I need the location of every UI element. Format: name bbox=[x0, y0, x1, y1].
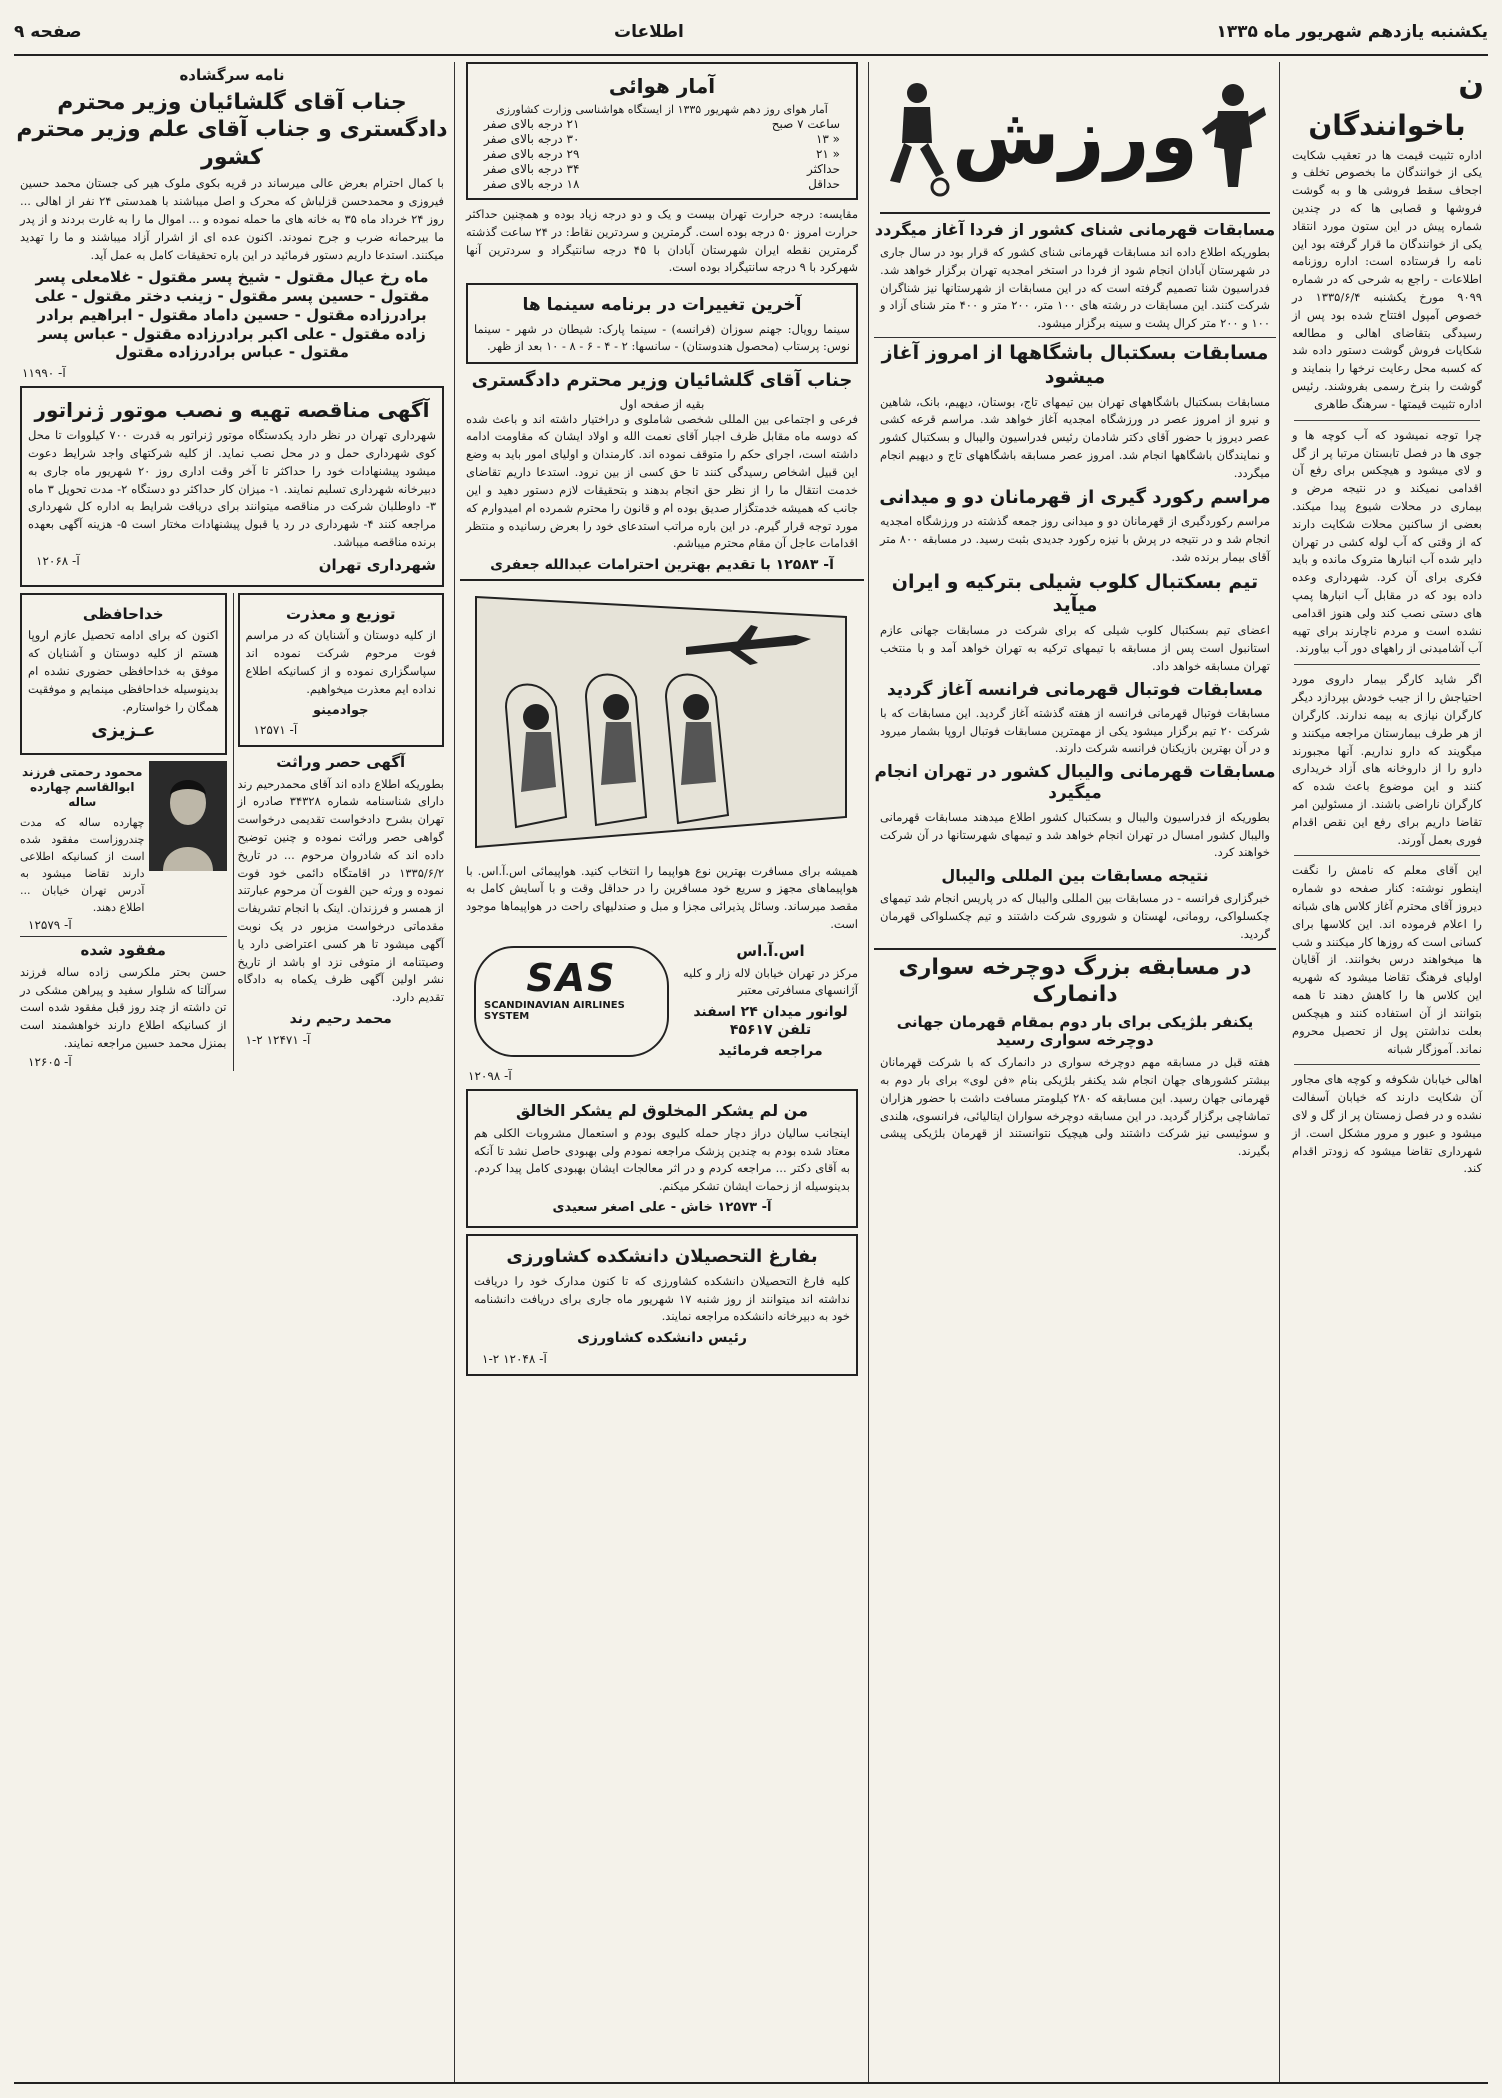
sports-headline-swim: مسابقات قهرمانی شنای کشور از فردا آغاز میگردد bbox=[874, 220, 1276, 239]
column-rule bbox=[868, 62, 869, 2082]
divider bbox=[1294, 664, 1480, 665]
readers-letter-4: این آقای معلم که نامش را نگفت اینطور نوشته: کنار صفحه دو شماره دیروز آقای محترم آغاز کلاس های شبانه را اعلام فرموده اند. این کلاسها برای کسانی است که روزها کار میکنند و شب ها میخواهند درس بخوانند. از آقایان اولیای فرهنگ تقاضا میشود که شهریه این کلاس ها را کاهش دهند تا همه بتوانند از آن استفاده کنند و هیچکس بعلت نداشتن پول از تحصیل محروم نماند. آموزگار شبانه bbox=[1292, 863, 1482, 1056]
inheritance-ref: آ- ۱۲۴۷۱ ۲-۱ bbox=[245, 1032, 311, 1047]
missing-person bbox=[20, 761, 227, 916]
missing-person-info bbox=[20, 761, 145, 916]
paper-name: اطلاعات bbox=[614, 22, 684, 42]
sports-text-football: مسابقات فوتبال قهرمانی فرانسه از هفته گذشته آغاز گردید. این مسابقات که با شرکت ۲۰ تیم برگزار میشود یکی از مهمترین مسابقات فوتبال اروپا بشمار میرود و در آن بهترین بازیکنان فرانسه شرکت دارند. bbox=[880, 705, 1270, 756]
airline-ad-text: همیشه برای مسافرت بهترین نوع هواپیما را انتخاب کنید. هواپیمائی اس.آ.اس. با هواپیماهای مجهز و سریع خود مسافرین را در حداقل وقت و با آسایش کامل به مقصد میرساند. وسائل پذیرائی مجزا و مبل و صندلیهای راحت در هواپیماها موجود است. bbox=[466, 863, 858, 932]
weather-row: حداقل ۱۸ درجه بالای صفر bbox=[484, 177, 840, 191]
open-letter-text: با کمال احترام بعرض عالی میرساند در قریه بکوی ملوک هیر کی جستان محمد حسین فیروزی و محمدحسن قزلباش که محرک و اصل میباشند با همدستی ۲۴ نفر از اهالی ... روز ۲۴ خرداد ماه ۳۵ به خانه های ما حمله نموده و ... اموال ما را به غارت بردند و از پدر ما بیرحمانه ضرب و جرح نمودند. اکنون عده ای از اشرار آزاد میباشند و ما را تهدید میکنند. استدعا داریم دستور فرمائید در این باره تحقیقات کامل به عمل آید. bbox=[20, 176, 444, 262]
sports-banner bbox=[880, 62, 1270, 214]
farewell-text: اکنون که برای ادامه تحصیل عازم اروپا هستم از کلیه دوستان و آشنایان که موفق به خداحافظی حضوری نشده ام بدینوسیله خداحافظی مینمایم و موفقیت همگان را خواستارم. bbox=[28, 628, 219, 714]
sports-text-intl-volleyball: خبرگزاری فرانسه - در مسابقات بین المللی والیبال که در پاریس انجام شد تیمهای چکسلواکی، رومانی، لهستان و شوروی شرکت داشتند و تیم چکسلواکی قهرمان گردید. bbox=[880, 891, 1270, 941]
airline-ad-ref: آ- ۱۲۰۹۸ bbox=[468, 1068, 512, 1083]
boxer-icon bbox=[1198, 77, 1268, 197]
sports-text-basketball: مسابقات بسکتبال باشگاههای تهران بین تیمهای تاج، بوستان، دیهیم، بانک، شاهین و نیرو از امروز عصر در ورزشگاه امجدیه آغاز خواهد شد. مراسم قرعه کشی عصر دیروز با حضور آقای دکتر شادمان رئیس فدراسیون والیبال و بسکتبال کشور و نمایندگان باشگاهها انجام شد. امروز عصر مسابقه باشگاههای تاج و دیهیم انجام میگردد. bbox=[880, 394, 1270, 480]
weather-row: حداکثر ۳۴ درجه بالای صفر bbox=[484, 162, 840, 176]
open-letter-label: نامه سرگشاده bbox=[179, 66, 285, 84]
page-number: صفحه ۹ bbox=[14, 22, 82, 42]
article-continued: بقیه از صفحه اول bbox=[619, 396, 705, 411]
tender-title: آگهی مناقصه تهیه و نصب موتور ژنراتور bbox=[34, 398, 430, 423]
airline-ad-illustration bbox=[466, 587, 858, 857]
weather-box bbox=[466, 62, 858, 200]
small-ads-row bbox=[20, 593, 444, 1071]
footballer-icon bbox=[882, 77, 952, 197]
divider bbox=[1294, 1064, 1480, 1065]
tender-box bbox=[20, 386, 444, 586]
weather-note: مقایسه: درجه حرارت تهران بیست و یک و دو درجه زیاد بوده و همچنین حداکثر حرارت امروز ۵۰ درجه بوده است. گرمترین و سردترین نقاط: در ۲۴ ساعت گذشته گرمترین نقطه ایران شهرستان آبادان با ۴۵ درجه سانتیگراد و سردترین آنها شهرکرد با ۹ درجه سانتیگراد بوده است. bbox=[466, 207, 858, 275]
clinic-signature: آ- ۱۲۵۷۳ خاش - علی اصغر سعیدی bbox=[552, 1200, 772, 1215]
column-rule bbox=[1279, 62, 1280, 2082]
sports-headline-basketball: مسابقات بسکتبال باشگاهها از امروز آغاز میشود bbox=[874, 337, 1276, 390]
article-signature: آ- ۱۲۵۸۳ با تقدیم بهترین احترامات عبدالله جعفری bbox=[460, 557, 864, 581]
open-letter-ref: آ- ۱۱۹۹۰ bbox=[22, 366, 66, 381]
weather-row: ساعت ۷ صبح ۲۱ درجه بالای صفر bbox=[484, 117, 840, 131]
farewell-signature: عـزیزی bbox=[91, 720, 156, 742]
agriculture-box bbox=[466, 1234, 858, 1375]
distribution-ref: آ- ۱۲۵۷۱ bbox=[253, 722, 298, 737]
weather-subtitle: آمار هوای روز دهم شهریور ۱۳۳۵ از ایستگاه هواشناسی وزارت کشاورزی bbox=[496, 103, 828, 116]
lost-title: مفقود شده bbox=[20, 936, 227, 960]
airline-phone: لوانور میدان ۲۴ اسفند تلفن ۴۵۶۱۷ bbox=[693, 1004, 848, 1038]
sports-headline-cycling: در مسابقه بزرگ دوچرخه سواری دانمارک bbox=[874, 948, 1276, 1009]
middle-column bbox=[460, 62, 864, 2082]
cinema-box bbox=[466, 283, 858, 364]
agriculture-ref: آ- ۱۲۰۴۸ ۲-۱ bbox=[482, 1351, 547, 1366]
inheritance-signature: محمد رحیم رند bbox=[289, 1011, 392, 1028]
readers-title: باخوانندگان bbox=[1308, 108, 1466, 142]
weather-row: « ۱۳ ۳۰ درجه بالای صفر bbox=[484, 132, 840, 146]
small-ads-left bbox=[20, 593, 227, 1071]
tender-text: شهرداری تهران در نظر دارد یکدستگاه موتور ژنراتور به قدرت ۷۰۰ کیلووات تا محل کوی شهرداری حمل و در محل نصب نماید. از کلیه شرکتهای واجد شرایط دعوت میشود پیشنهادات خود را حداکثر تا آخر وقت اداری روز ۲۰ شهریور ماه جاری به دبیرخانه شهرداری تسلیم نمایند. ۱- میزان کار حداکثر دو دستگاه ۲- مدت تحویل ۳ ماه ۳- داوطلبان شرکت در مناقصه میتوانند برای دریافت شرایط به اداره کل شهرداری مراجعه کنند ۴- شهرداری در رد یا قبول پیشنهادات مختار است ۵- هزینه آگهی بعهده برنده مناقصه میباشد. bbox=[28, 428, 437, 549]
tender-signature: شهرداری تهران bbox=[318, 555, 436, 574]
cinema-title: آخرین تغییرات در برنامه سینما ها bbox=[522, 295, 802, 316]
agriculture-title: بفارغ التحصیلان دانشکده کشاورزی bbox=[506, 1246, 818, 1268]
inheritance-title: آگهی حصر وراثت bbox=[276, 752, 406, 771]
sports-headline-athletics: مراسم رکورد گیری از قهرمانان دو و میدانی bbox=[879, 486, 1271, 508]
footer-rule bbox=[14, 2082, 1488, 2084]
agriculture-text: کلیه فارغ التحصیلان دانشکده کشاورزی که تا کنون مدارک خود را دریافت نداشته اند میتوانند از روز شنبه ۱۷ شهریور ماه جاری برای دریافت دانشنامه خود به دبیرخانه دانشکده مراجعه نمایند. bbox=[474, 1273, 850, 1324]
sports-title: ورزش bbox=[952, 92, 1198, 182]
readers-column bbox=[1286, 62, 1488, 2082]
airline-ad-footer bbox=[466, 938, 858, 1065]
sports-text-athletics: مراسم رکوردگیری از قهرمانان دو و میدانی روز جمعه گذشته در ورزشگاه امجدیه انجام شد و در نتیجه در پرش با نیزه رکورد جدیدی بثبت رسید. در مسابقه ۸۰۰ متر آقای بیمار برنده شد. bbox=[880, 514, 1270, 564]
sports-headline-intl-volleyball: نتیجه مسابقات بین المللی والیبال bbox=[941, 866, 1209, 886]
newspaper-page bbox=[14, 10, 1488, 2088]
distribution-title: توزیع و معذرت bbox=[286, 604, 396, 623]
sports-headline-chile: تیم بسکتبال کلوب شیلی بترکیه و ایران میآید bbox=[891, 570, 1259, 617]
readers-letter-2: چرا توجه نمیشود که آب کوچه ها و جوی ها در فصل تابستان مرتبا پر از گل و لای میشود و هیچکس برای رفع آن اقدامی نمیکند و در نتیجه مرض و بیماری در محلات شیوع پیدا میکند. بعضی از ساکنین محلات شکایت دارند که از وقتی که آب لوله کشی در تهران دایر شده آب انبارها متروک مانده و باید فکری برای آن کرد. شهرداری وعده داده بود که در مقابل آب انبارها پمپ های دستی نصب کند ولی هنوز اقدامی نشده است و مردم ناچارند برای تهیه آب آشامیدنی از راههای دور آب بیاورند. bbox=[1292, 427, 1482, 656]
lost-text: حسن بحتر ملکرسی زاده ساله فرزند سرآلتا که شلوار سفید و پیراهن مشکی در تن داشته از چند روز قبل مفقود شده است از کسانیکه اطلاع دارند خواهشمند است بمنزل محمد حسین مراجعه نمایند. bbox=[20, 964, 227, 1051]
sports-headline-volleyball: مسابقات قهرمانی والیبال کشور در تهران انجام میگیرد bbox=[874, 762, 1276, 804]
readers-letter-3: اگر شاید کارگر بیمار داروی مورد احتیاجش را از جیب خودش بپردازد دیگر کارگران نیازی به بیمه ندارند. کارگران از هر طرف بیمارستان مراجعه میکنند و میگویند که دارو نداریم. آنها مجبورند دارو را از داروخانه های آزاد خریداری کنند و این موضوع باعث شده که کارگران ناراضی باشند. از مسئولین امر تقاضا داریم برای رفع این نقص اقدام فوری بعمل آورند. bbox=[1292, 672, 1482, 847]
readers-letter-5: اهالی خیابان شکوفه و کوچه های مجاور آن شکایت دارند که خیابان آسفالت نشده و در فصل زمستان پر از گل و لای میشود و عبور و مرور مشکل است. از شهرداری تقاضا میشود که زودتر اقدام کند. bbox=[1292, 1072, 1482, 1176]
clinic-title: من لم یشکر المخلوق لم یشکر الخالق bbox=[515, 1100, 808, 1120]
sports-text-swim: بطوریکه اطلاع داده اند مسابقات قهرمانی شنای کشور که قرار بود در سال جاری در شهرستان آبادان انجام شود از فردا در استخر امجدیه تهران برگزار خواهد شد. فدراسیون شنا تصمیم گرفته است که در این مسابقات از شهرستانها نیز شناگران شرکت کنند. این مسابقات در رشته های ۱۰۰ متر، ۲۰۰ متر و ۴۰۰ متر شنای آزاد و ۱۰۰ و ۲۰۰ متر کرال پشت و سینه برگزار میشود. bbox=[880, 245, 1271, 331]
distribution-box bbox=[238, 593, 445, 747]
portrait-icon bbox=[149, 761, 227, 871]
sports-headline-football: مسابقات فوتبال قهرمانی فرانسه آغاز گردید bbox=[886, 679, 1264, 700]
airline-ad-contact bbox=[683, 938, 858, 1065]
article-text: فرعی و اجتماعی بین المللی شخصی شاملوی و دراختیار داشته اند و باعث شده که دوسه ماه مقابل ظرف اجبار آقای نعمت الله و اولاد ایشان که مقاومت ادامه داشته است، اجرای حکم را متوقف نموده اند. کارمندان و اولیای امور باید به وضع این قبیل اشخاص رسیدگی کنند تا حق کسی از بین نرود. استدعا داریم تقاضای خدمت انتقال ما را از نظر حق انجام بدهند و بتحقیقات لازم دستور دهید و این جانب که همیشه خدمتگزار صدیق بوده ام و قانون را محترم شمرده ام امیدوارم که مورد توجه قرار گیرم. در این باره مراتب استدعای خود را بعرض رسانیده و منتظر اقدامات عاجل آن مقام محترم میباشم. bbox=[466, 411, 858, 551]
airline-office: مرکز در تهران خیابان لاله زار و کلیه آژانسهای مسافرتی معتبر bbox=[683, 965, 858, 998]
sas-logo-subtitle: SCANDINAVIAN AIRLINES SYSTEM bbox=[484, 999, 625, 1022]
farewell-title: خداحافظی bbox=[82, 604, 164, 623]
divider bbox=[1294, 855, 1480, 856]
clinic-box bbox=[466, 1089, 858, 1229]
missing-person-caption: محمود رحمتی فرزند ابوالقاسم چهارده ساله bbox=[22, 764, 143, 809]
weather-title: آمار هوائی bbox=[608, 74, 716, 98]
airline-name: اس.آ.اس bbox=[736, 941, 805, 960]
tender-ref: آ- ۱۲۰۶۸ bbox=[36, 553, 80, 568]
farewell-ref: آ- ۱۲۵۷۹ bbox=[28, 918, 72, 933]
sports-subheadline-cycling: یکنفر بلژیکی برای بار دوم بمقام قهرمان جهانی دوچرخه سواری رسید bbox=[896, 1012, 1254, 1050]
tender-footer bbox=[28, 552, 436, 579]
sports-text-volleyball: بطوریکه از فدراسیون والیبال و بسکتبال کشور اطلاع میدهند مسابقات قهرمانی والیبال کشور امسال در تهران انجام خواهد شد و تیمهای شهرستانها در آن شرکت خواهند کرد. bbox=[880, 809, 1270, 860]
notices-column bbox=[14, 62, 450, 2082]
sas-logo: SAS bbox=[526, 955, 617, 1000]
sports-column bbox=[874, 62, 1276, 2082]
small-ads-right bbox=[233, 593, 445, 1071]
issue-date: یکشنبه یازدهم شهریور ماه ۱۳۳۵ bbox=[1216, 22, 1488, 42]
missing-person-text: چهارده ساله که مدت چندروزاست مفقود شده است از کسانیکه اطلاعی دارند تقاضا میشود به آدرس تهران خیابان ... اطلاع دهند. bbox=[20, 815, 145, 915]
open-letter-signers: ماه رخ عیال مقتول - شیخ پسر مقتول - غلامعلی پسر مقتول - حسین پسر مقتول - زینب دختر مقتول - علی برادرزاده مقتول - حسین داماد مقتول - ابراهیم برادر زاده مقتول - علی اکبر برادرزاده مقتول - عباس پسر مقتول - عباس برادرزاده مقتول bbox=[34, 268, 430, 362]
lost-ref: آ- ۱۲۶۰۵ bbox=[28, 1054, 72, 1069]
sports-text-chile: اعضای تیم بسکتبال کلوب شیلی که برای شرکت در مسابقات جهانی عازم استانبول است پس از مسابقه با تیمهای ترکیه به تهران خواهد آمد و با منتخب تهران مسابقه خواهد داد. bbox=[880, 623, 1270, 673]
distribution-signature: جوادمینو bbox=[313, 702, 369, 718]
open-letter-title: جناب آقای گلشائیان وزیر محترم دادگستری و جناب آقای علم وزیر محترم کشور bbox=[16, 89, 448, 170]
clinic-text: اینجانب سالیان دراز دچار حمله کلیوی بودم و استعمال مشروبات الکلی هم معتاد شده بودم به چندین پزشک مراجعه نمودم ولی بهبودی حاصل نشد تا آنکه به آقای دکتر ... مراجعه کردم و در اثر معالجات ایشان بهبودی کامل پیدا کردم. بدینوسیله از زحمات ایشان تشکر میکنم. bbox=[474, 1125, 850, 1194]
masthead bbox=[14, 10, 1488, 56]
cinema-text: سینما رویال: جهنم سوزان (فرانسه) - سینما پارک: شیطان در شهر - سینما نوس: پرستاب (محصول هندوستان) - سانسها: ۲ - ۴ - ۶ - ۸ - ۱۰ بعد از ظهر. bbox=[474, 321, 850, 354]
inheritance-text: بطوریکه اطلاع داده اند آقای محمدرحیم رند دارای شناسنامه شماره ۳۴۳۲۸ صادره از تهران بشرح دادخواست تقدیمی درخواست گواهی حصر وراثت نموده و چنین توضیح داده اند که شادروان مرحوم ... در تاریخ ۱۳۳۵/۶/۲ در اقامتگاه دائمی خود فوت نموده و ورثه حین الفوت آن مرحوم عبارتند از همسر و فرزندان. اینک با انجام تشریفات مقدماتی درخواست مزبور در یک نوبت آگهی میشود تا هر کسی اعتراضی دارد یا وصیتنامه از متوفی نزد او باشد از تاریخ نشر اولین آگهی ظرف یکماه به دادگاه تقدیم دارد. bbox=[237, 776, 444, 1005]
missing-person-photo bbox=[149, 761, 227, 871]
weather-row: « ۲۱ ۲۹ درجه بالای صفر bbox=[484, 147, 840, 161]
agriculture-signature: رئیس دانشکده کشاورزی bbox=[577, 1330, 747, 1347]
readers-letter-1: اداره تثبیت قیمت ها در تعقیب شکایت یکی از خوانندگان ما بخصوص تخلف و اجحاف سقط فروشی ها و به گوشت فروشها و قصابی ها که در چندین شماره پیش در این ستون مورد انتقاد یکی از خوانندگان ما قرار گرفته بود این نامه را فرستاده است: اداره روزنامه اطلاعات - راجع به شرحی که در شماره ۹۰۹۹ مورخ یکشنبه ۱۳۳۵/۶/۴ در خصوص آمپول افتتاح شده بود پس از رسیدگی بتقاضای اهالی و مطالعه شکایات فروش گوشت دستور داده شد که کسبه محل رعایت نرخها را بنمایند و گوشت را بنرخ رسمی بفروشند. رئیس اداره تثبیت قیمتها - سرهنگ طاهری bbox=[1292, 147, 1482, 411]
airline-note: مراجعه فرمائید bbox=[718, 1043, 823, 1060]
sports-text-cycling: هفته قبل در مسابقه مهم دوچرخه سواری در دانمارک که با شرکت قهرمانان بیشتر کشورهای جهان انجام شد یکنفر بلژیکی بنام «فن لوی» برای بار دوم به قهرمانی جهان رسید. این مسابقه که ۲۸۰ کیلومتر مسافت داشت با حضور هزاران تماشاچی برگزار گردید. در این مسابقه دوچرخه سواران ایتالیائی، فرانسوی، هلندی و سوئیسی نیز شرکت داشتند ولی هیچیک نتوانستند از قهرمان بلژیکی پیشی بگیرند. bbox=[880, 1055, 1270, 1159]
distribution-text: از کلیه دوستان و آشنایان که در مراسم فوت مرحوم شرکت نموده اند سپاسگزاری نموده و از کسانیکه اطلاع نداده ایم معذرت میخواهیم. bbox=[245, 628, 436, 696]
article-title: جناب آقای گلشائیان وزیر محترم دادگستری bbox=[471, 370, 853, 392]
column-title-mark: ن bbox=[1458, 67, 1484, 102]
farewell-box bbox=[20, 593, 227, 755]
column-rule bbox=[454, 62, 455, 2082]
divider bbox=[1294, 420, 1480, 421]
airplane-passengers-illustration bbox=[466, 587, 858, 857]
sas-logo-box bbox=[474, 946, 669, 1057]
